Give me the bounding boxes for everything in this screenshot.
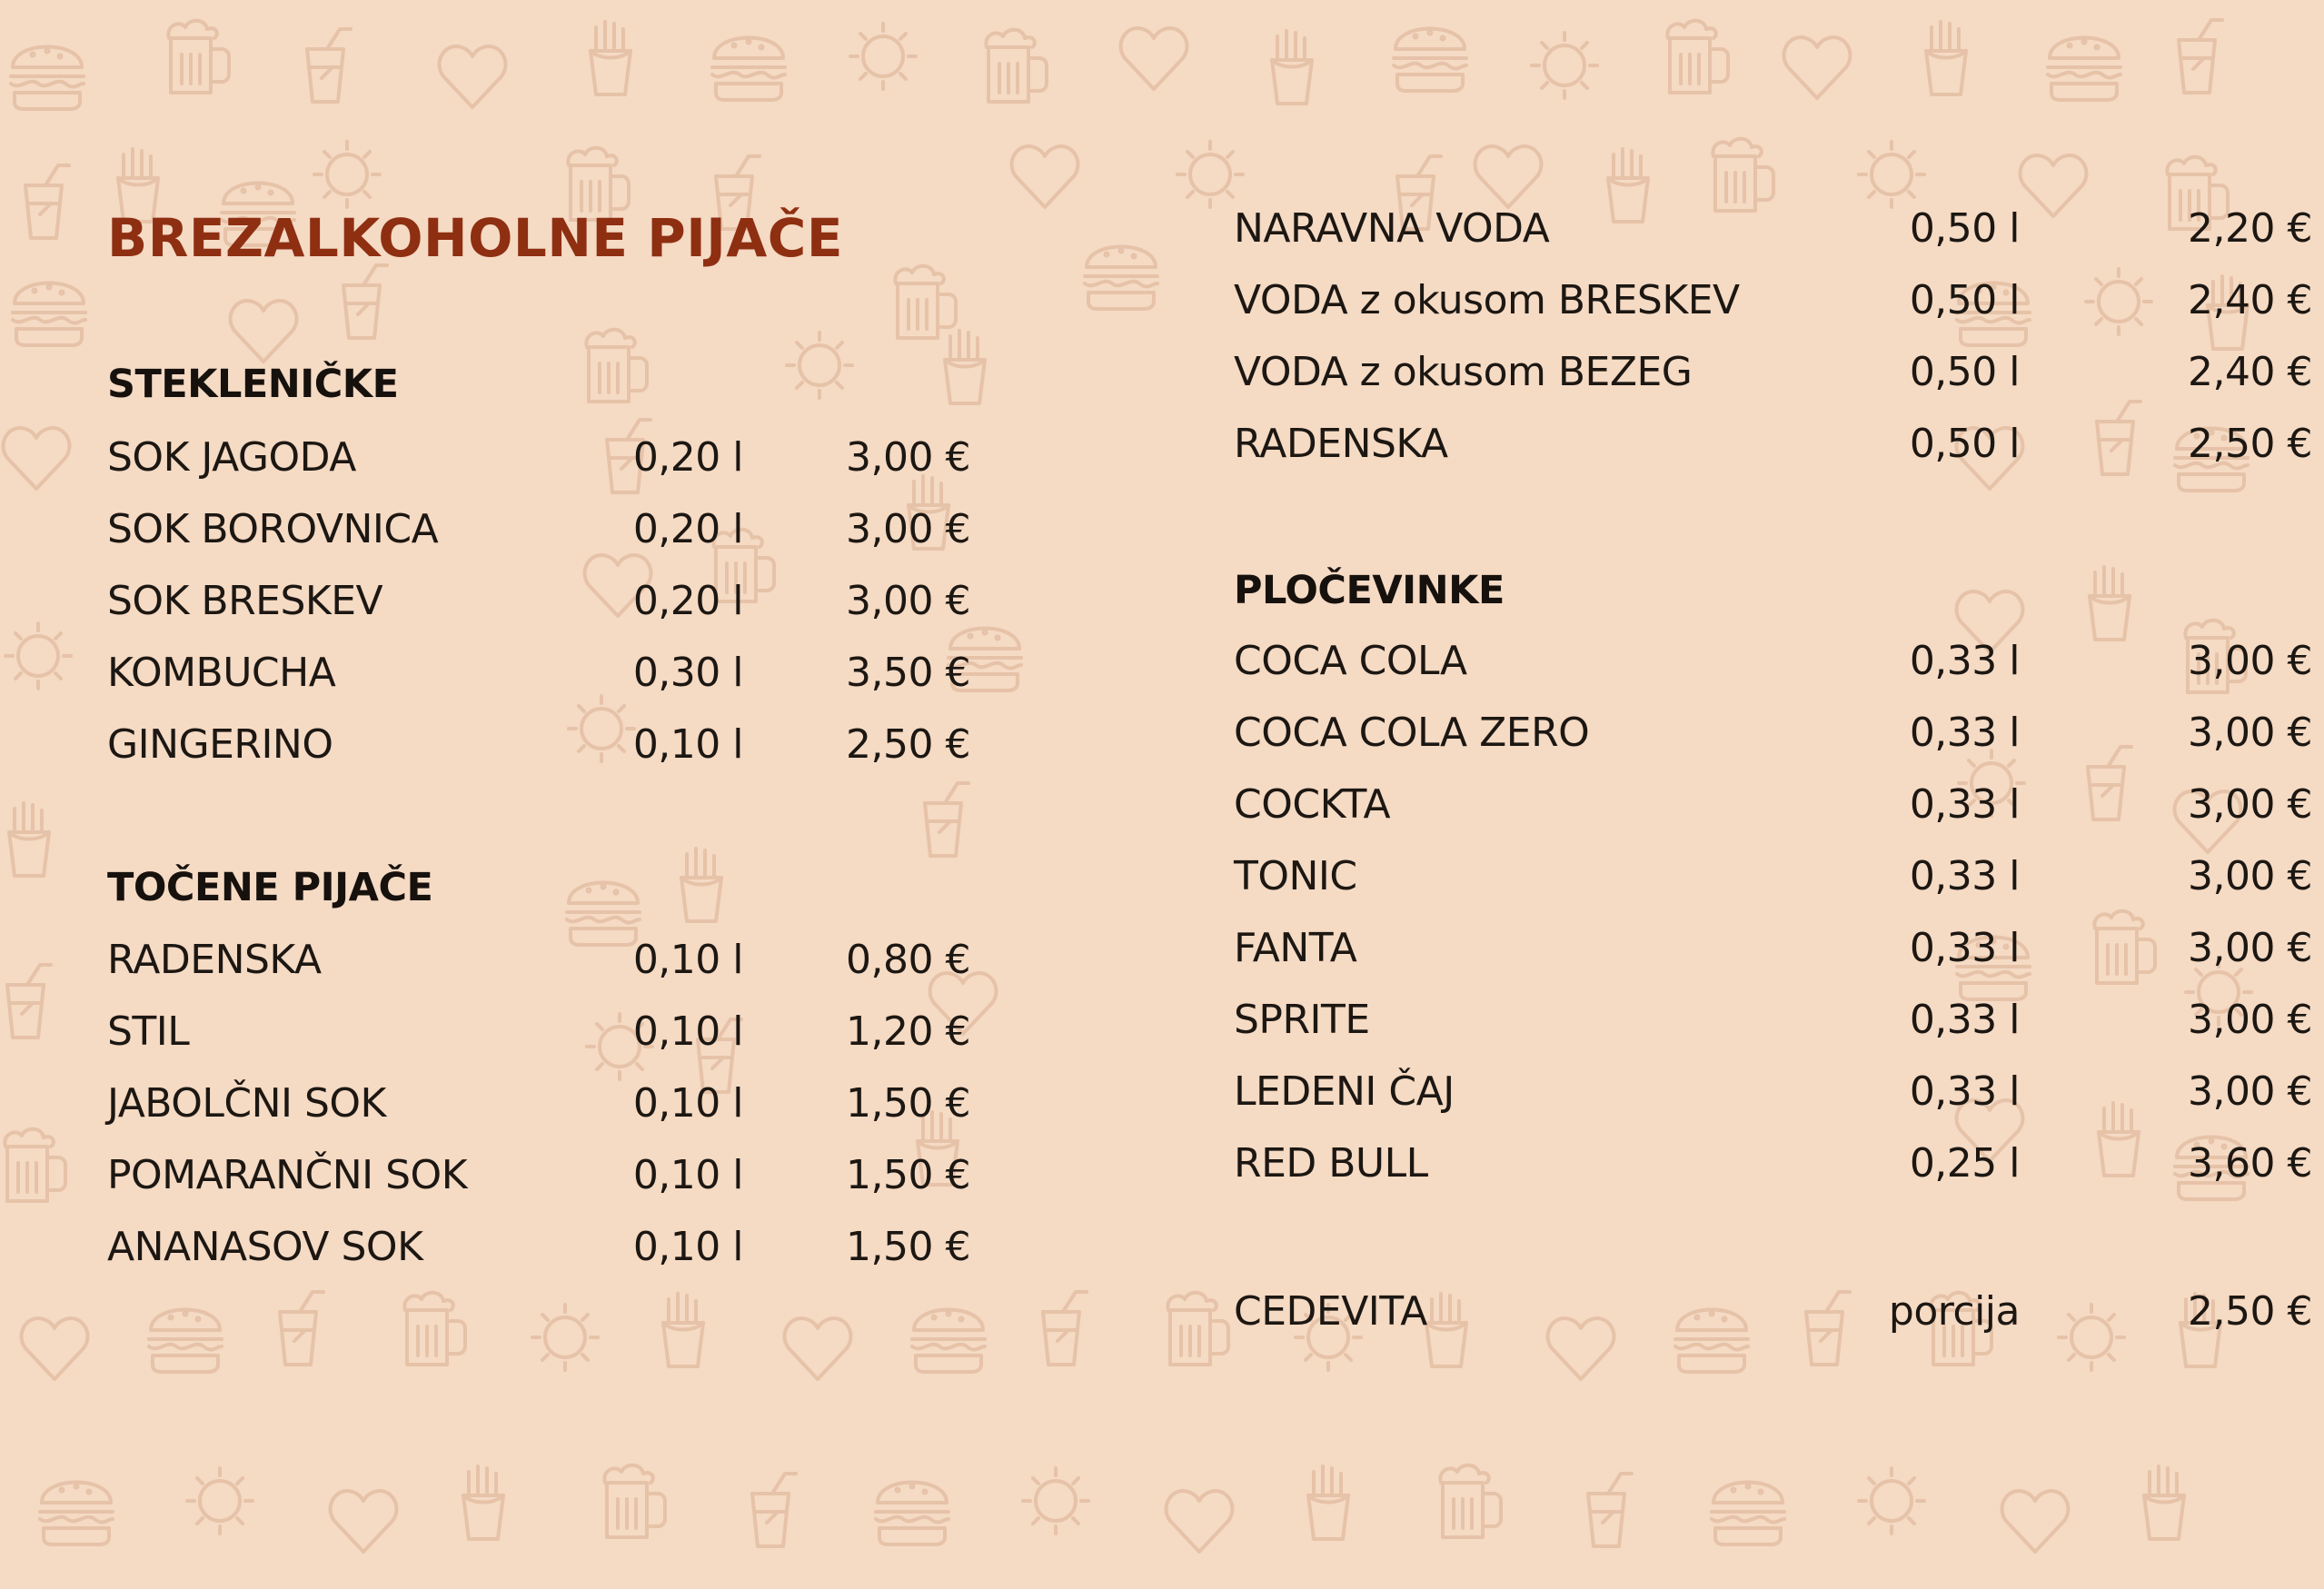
item-name: JABOLČNI SOK — [107, 1080, 386, 1127]
item-name: COCA COLA — [1234, 638, 1467, 684]
item-price: 2,40 € — [2188, 277, 2312, 323]
menu-item — [107, 1152, 979, 1224]
item-price: 3,00 € — [2188, 853, 2312, 899]
item-price: 3,50 € — [846, 650, 970, 696]
menu-item — [107, 434, 979, 506]
menu-item — [1234, 1140, 2324, 1212]
item-name: COCKTA — [1234, 781, 1391, 828]
item-price: 3,00 € — [2188, 1068, 2312, 1115]
item-name: NARAVNA VODA — [1234, 205, 1550, 252]
menu-item — [107, 1008, 979, 1080]
item-name: COCA COLA ZERO — [1234, 710, 1590, 756]
item-volume: 0,10 l — [632, 1008, 743, 1055]
item-volume: 0,10 l — [632, 937, 743, 983]
item-name: VODA z okusom BEZEG — [1234, 349, 1693, 395]
menu-item — [107, 650, 979, 721]
item-name: RADENSKA — [1234, 421, 1448, 467]
menu-item — [107, 1080, 979, 1152]
menu-item — [107, 506, 979, 578]
right-column — [1234, 0, 2324, 1589]
menu-item-cedevita — [1234, 1288, 2324, 1360]
item-volume: 0,50 l — [1909, 421, 2020, 467]
item-name: VODA z okusom BRESKEV — [1234, 277, 1740, 323]
item-name: LEDENI ČAJ — [1234, 1068, 1455, 1115]
item-name: POMARANČNI SOK — [107, 1152, 468, 1198]
item-name: KOMBUCHA — [107, 650, 336, 696]
item-name: RED BULL — [1234, 1140, 1428, 1187]
menu-item — [1234, 1068, 2324, 1140]
item-price: 3,00 € — [2188, 781, 2312, 828]
item-price: 3,60 € — [2188, 1140, 2312, 1187]
menu-item — [1234, 638, 2324, 710]
item-name: SOK BRESKEV — [107, 578, 383, 624]
item-volume: 0,50 l — [1909, 277, 2020, 323]
item-name: TONIC — [1234, 853, 1357, 899]
item-name: SOK BOROVNICA — [107, 506, 439, 552]
item-volume: 0,10 l — [632, 1152, 743, 1198]
item-volume: 0,33 l — [1909, 781, 2020, 828]
item-volume: porcija — [1888, 1288, 2020, 1335]
item-name: SOK JAGODA — [107, 434, 356, 481]
item-name: CEDEVITA — [1234, 1288, 1427, 1335]
item-price: 3,00 € — [2188, 710, 2312, 756]
item-price: 2,50 € — [2188, 421, 2312, 467]
left-column — [107, 0, 979, 1589]
menu-item — [1234, 277, 2324, 349]
menu-item — [1234, 925, 2324, 997]
item-price: 2,50 € — [846, 721, 970, 768]
item-volume: 0,10 l — [632, 1080, 743, 1127]
item-price: 3,00 € — [2188, 997, 2312, 1043]
item-volume: 0,10 l — [632, 1224, 743, 1270]
item-volume: 0,50 l — [1909, 205, 2020, 252]
menu-item — [1234, 781, 2324, 853]
menu-title: BREZALKOHOLNE PIJAČE — [107, 207, 843, 269]
item-price: 1,50 € — [846, 1224, 970, 1270]
item-price: 0,80 € — [846, 937, 970, 983]
item-price: 3,00 € — [846, 578, 970, 624]
item-volume: 0,10 l — [632, 721, 743, 768]
item-volume: 0,20 l — [632, 434, 743, 481]
menu-item — [1234, 421, 2324, 492]
item-volume: 0,33 l — [1909, 997, 2020, 1043]
item-volume: 0,30 l — [632, 650, 743, 696]
item-name: SPRITE — [1234, 997, 1370, 1043]
menu-item — [1234, 349, 2324, 421]
item-price: 3,00 € — [2188, 925, 2312, 971]
item-volume: 0,33 l — [1909, 853, 2020, 899]
menu-item — [1234, 997, 2324, 1068]
item-price: 1,50 € — [846, 1080, 970, 1127]
menu-item — [107, 1224, 979, 1296]
item-name: STIL — [107, 1008, 190, 1055]
item-volume: 0,20 l — [632, 578, 743, 624]
item-price: 1,50 € — [846, 1152, 970, 1198]
menu-item — [1234, 205, 2324, 277]
item-price: 3,00 € — [846, 506, 970, 552]
item-price: 3,00 € — [846, 434, 970, 481]
item-volume: 0,25 l — [1909, 1140, 2020, 1187]
section-heading-steklenicke: STEKLENIČKE — [107, 362, 399, 407]
menu-item — [1234, 710, 2324, 781]
section-heading-plocevinke: PLOČEVINKE — [1234, 568, 1505, 613]
item-price: 2,20 € — [2188, 205, 2312, 252]
item-volume: 0,20 l — [632, 506, 743, 552]
item-volume: 0,33 l — [1909, 1068, 2020, 1115]
menu-item — [107, 578, 979, 650]
item-volume: 0,33 l — [1909, 925, 2020, 971]
item-price: 3,00 € — [2188, 638, 2312, 684]
item-volume: 0,33 l — [1909, 638, 2020, 684]
item-name: GINGERINO — [107, 721, 333, 768]
section-heading-tocene-pijace: TOČENE PIJAČE — [107, 865, 433, 910]
item-name: ANANASOV SOK — [107, 1224, 423, 1270]
item-name: FANTA — [1234, 925, 1357, 971]
item-volume: 0,50 l — [1909, 349, 2020, 395]
item-volume: 0,33 l — [1909, 710, 2020, 756]
item-name: RADENSKA — [107, 937, 322, 983]
menu-item — [1234, 853, 2324, 925]
menu-item — [107, 937, 979, 1008]
item-price: 2,50 € — [2188, 1288, 2312, 1335]
item-price: 2,40 € — [2188, 349, 2312, 395]
menu-item — [107, 721, 979, 793]
item-price: 1,20 € — [846, 1008, 970, 1055]
